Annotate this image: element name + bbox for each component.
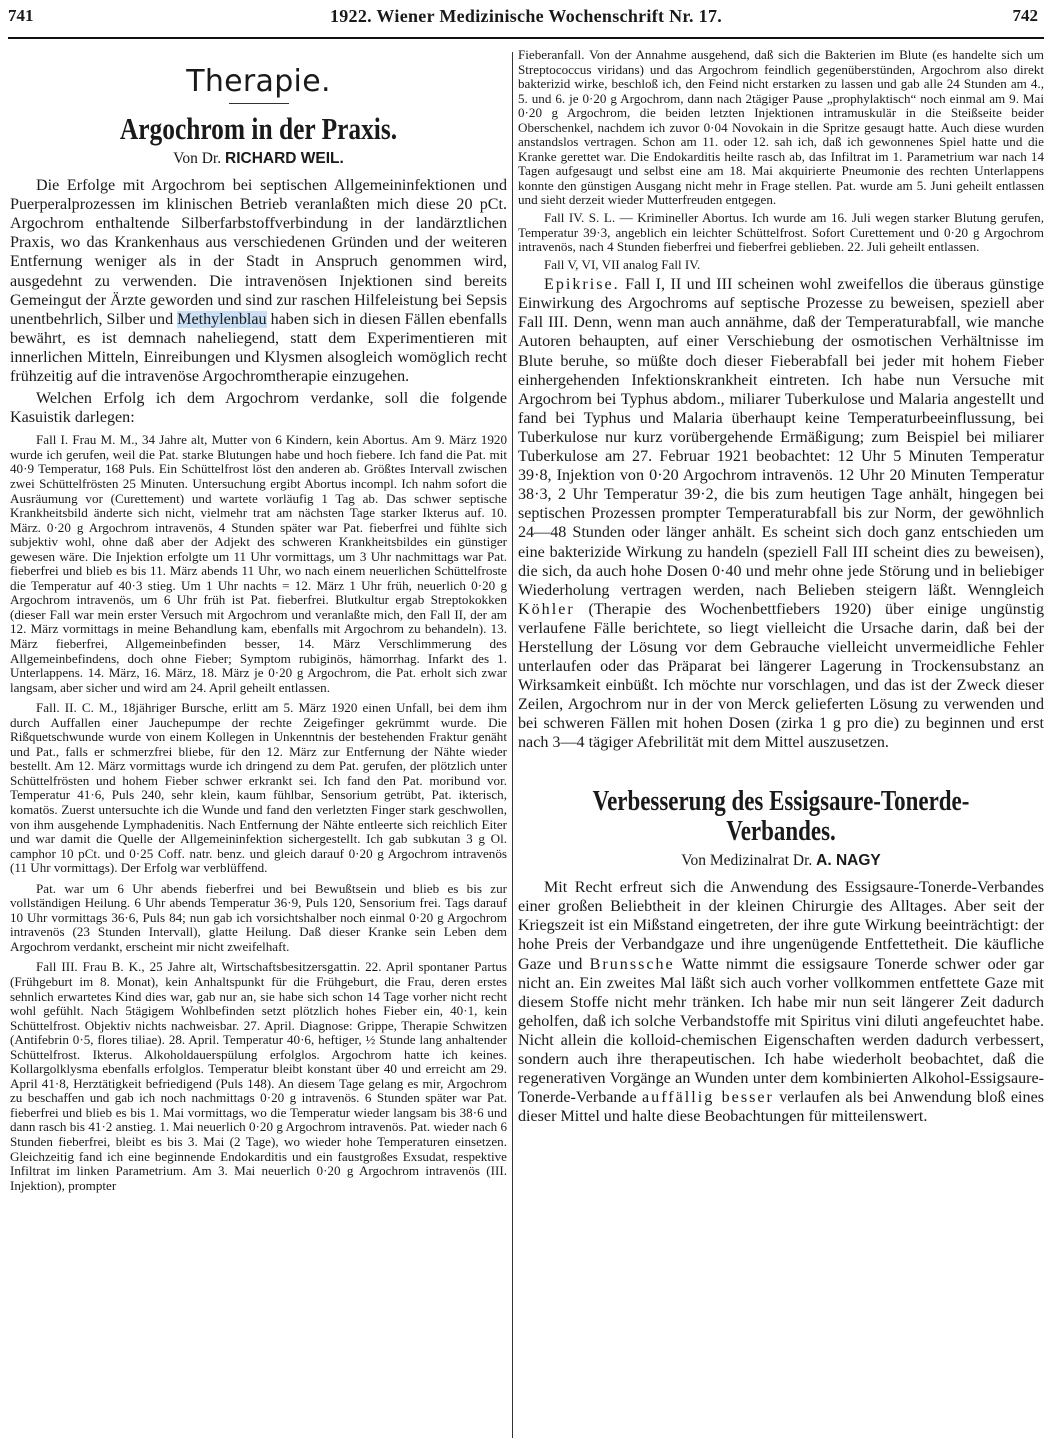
article-title: Argochrom in der Praxis.	[119, 111, 398, 146]
section-rule	[229, 103, 289, 104]
case-3: Fall III. Frau B. K., 25 Jahre alt, Wirtschaftsbesitzersgattin. 22. April spontaner Partus (Frühgeburt im 8. Monat), kein Anhaltspunkt für die Frühgeburt, die Frau, deren erstes sehnlich erwartetes Kind dies war, gab nur an, sie habe sich schon 14 Tage vorher nicht recht wohl gefühlt. Nach 5tägigem Wohlbefinden setzt plötzlich hohes Fieber ein, 40·1, kein Schüttelfrost. Objektiv nichts nachweisbar. 27. April. Diagnose: Grippe, Therapie Schwitzen (Antifebrin 0·5, flores tiliae). 28. April. Temperatur 40·6, heftiger, ½ Stunde lang anhaltender Schüttelfrost. Ikterus. Alkoholdauerspülung erfolglos. Argochrom hatte ich keines. Kollargolklysma ebenfalls erfolglos. Temperatur bleibt konstant über 40 und erreicht am 29. April 41·8, Herztätigkeit befriedigend (Puls 148). An diesem Tage gelang es mir, Argochrom zu beschaffen und gab ich noch nachmittags 0·20 g intravenös. 6 Stunden später war Pat. fieberfrei und blieb es bis 1. Mai vormittags, wo die Temperatur wieder langsam bis 38·6 und dann rasch bis 41·2 anstieg. 1. Mai neuerlich 0·20 g Argochrom intravenös. Pat. wieder nach 6 Stunden fieberfrei, bleibt es bis 3. Mai (2 Tage), wo wieder hohe Temperaturen einsetzen. Gleichzeitig fand ich eine beginnende Endokarditis und ein faustgroßes Exsudat, respektive Infiltrat im linken Parametrium. Am 3. Mai neuerlich 0·20 g Argochrom intravenös (III. Injektion), prompter	[10, 959, 507, 1193]
column-divider	[512, 52, 513, 1438]
journal-title: 1922. Wiener Medizinische Wochenschrift Nr. 17.	[329, 6, 723, 26]
second-title-line-2: Verbandes.	[726, 816, 836, 848]
intro-text-1: Die Erfolge mit Argochrom bei septischen Allgemeininfektionen und Puerperalprozessen im klinischen Betrieb veranlaßten mich diese 20 pCt. Argochrom enthaltende Silberfarbstoffverbindung in der landärztlichen Praxis, wo das Krankenhaus aus verschiedenen Gründen und der weiteren Entfernung weniger als in der Stadt in Anspruch genommen wird, ausgedehnt zu verwenden. Die intravenösen Injektionen sind bereits Gemeingut der Ärzte geworden und sind zur raschen Hilfeleistung bei Sepsis unentbehrlich, Silber und	[10, 177, 507, 328]
byline-prefix: Von Dr.	[173, 150, 222, 168]
nagy-paragraph	[518, 878, 1044, 1126]
nagy-text-2: Watte nimmt die essigsaure Tonerde schwer oder gar nicht an. Ein zweites Mal läßt sich auch vorher vollkommen entfettete Gaze mit diesem Stoffe nicht mehr tränken. Ich habe mir nun seit längerer Zeit dadurch geholfen, daß ich solche Verbandstoffe mit Spiritus vini diluti angefeuchtet habe. Nicht allein die kolloid-chemischen Eigenschaften werden dadurch verbessert, sondern auch ihre therapeutischen. Ich habe wiederholt beobachtet, daß die regenerativen Vorgänge an Wunden unter dem kombinierten Alkohol-Essigsaure-Tonerde-Verbande	[518, 955, 1044, 1107]
page-number-right: 742	[1012, 6, 1038, 25]
nagy-text-3: verlaufen als bei Anwendung bloß eines dieser Mittel und halte diese Beobachtungen für mitteilenswert.	[518, 1089, 1044, 1126]
second-title-line-1: Verbesserung des Essigsaure-Tonerde-	[592, 785, 970, 817]
case-3-continued: Fieberanfall. Von der Annahme ausgehend, daß sich die Bakterien im Blute (es handelte sich um Streptococcus viridans) und das Argochrom feindlich gegenüberstünden, Argochrom also direkt bakterizid wirke, beschloß ich, den Feind nicht erstarken zu lassen und gab alle 24 Stunden am 4., 5. und 6. je 0·20 g Argochrom, dann nach 2tägiger Pause „prophylaktisch“ noch einmal am 9. Mai 0·20 g Argochrom, die beiden letzten Injektionen intramuskulär in die Steißseite beider Oberschenkel, nachdem ich zuvor 0·04 Novokain in die Spritze gesaugt hatte. Auch diese wurden anstandslos vertragen. Schon am 11. oder 12. sah ich, daß ich gewonnenes Spiel hatte und die Kranke gerettet war. Die Endokarditis heilte rasch ab, das Infiltrat im 1. Parametrium war nach 14 Tagen aufgesaugt und selbst eine am 18. Mai akquirierte Pneumonie des rechten Unterlappens konnte den günstigen Ausgang nicht mehr in Frage stellen. Pat. wurde am 5. Juni geheilt entlassen und sieht derzeit wieder Mutterfreuden entgegen.	[518, 48, 1044, 208]
epikrise-label: Epikrise.	[544, 276, 620, 294]
epikrise-text-1: Fall I, II und III scheinen wohl zweifellos die überaus günstige Einwirkung des Argochroms auf septische Prozesse zu beweisen, speziell aber Fall III. Denn, wenn man auch annähme, daß der Temperaturabfall, wie manche Autoren behaupten, auf einer Verschiebung der osmotischen Verhältnisse im Blute beruhe, so müßte doch dieser Fieberabfall bei jeder mit hohem Fieber einhergehenden Infektionskrankheit eintreten. Ich habe nun Versuche mit Argochrom bei Typhus abdom., miliarer Tuberkulose und Malaria angestellt und fand bei Typhus und Malaria überhaupt keine Temperaturbeeinflussung, bei Tuberkulose nur kurz vorübergehende Ermäßigung; zum Beispiel bei miliarer Tuberkulose am 27. Februar 1921 beobachtet: 12 Uhr 5 Minuten Temperatur 39·8, Injektion von 0·20 Argochrom intravenös. 12 Uhr 20 Minuten Temperatur 38·3, 2 Uhr Temperatur 39·2, die bis zum heutigen Tage anhält, hingegen bei septischen Prozessen prompter Temperaturabfall bis zur Norm, der gewöhnlich 24—48 Stunden oder länger anhält. Es scheint sich doch ganz entschieden um eine bakterizide Wirkung zu handeln (speziell Fall III scheint dies zu beweisen), die sich, da auch hohe Dosen 0·40 und mehr ohne jede Störung und in beliebiger Wiederholung vertragen werden, nach Belieben steigern läßt. Wenngleich	[518, 276, 1044, 599]
second-article-byline	[518, 852, 1044, 870]
case-4: Fall IV. S. L. — Krimineller Abortus. Ich wurde am 16. Juli wegen starker Blutung gerufen, Temperatur 39·3, angeblich ein leichter Schüttelfrost. Sofort Curettement und 0·20 g Argochrom intravenös, nach 4 Stunden fieberfrei und fieberfrei geblieben. 22. Juli geheilt entlassen.	[518, 210, 1044, 255]
byline2-prefix: Von Medizinalrat Dr.	[681, 852, 813, 870]
epikrise-paragraph	[518, 275, 1044, 752]
author-reference: Köhler	[518, 600, 575, 618]
right-column	[518, 48, 1044, 1438]
running-header	[8, 4, 1044, 30]
article-byline	[10, 150, 507, 168]
nagy-text-1: Mit Recht erfreut sich die Anwendung des Essigsaure-Tonerde-Verbandes einer großen Beliebtheit in der kleinen Chirurgie des Alltages. Aber seit der Kriegszeit ist ein Mißstand eingetreten, der ihre gute Wirkung beeinträchtigt: der hohe Preis der Verbandgaze und ihre ungenügende Entfettetheit. Die käufliche Gaze und	[518, 879, 1044, 973]
intro-text-2: haben sich in diesen Fällen ebenfalls bewährt, es ist demnach naheliegend, statt dem Experimentieren mit innerlichen Mitteln, Einreibungen und Klysmen alsogleich womöglich recht frühzeitig auf die intravenöse Argochromtherapie einzugehen.	[10, 310, 507, 386]
kasuistik-intro: Welchen Erfolg ich dem Argochrom verdanke, soll die folgende Kasuistik darlegen:	[10, 390, 507, 427]
case-2: Fall. II. C. M., 18jähriger Bursche, erlitt am 5. März 1920 einen Unfall, bei dem ihm durch Auffallen einer Jauchepumpe der rechte Zeigefinger gekrümmt wurde. Die Rißquetschwunde wurde von einem Kollegen in Unkenntnis der bestehenden Fraktur genäht und Pat., falls er schmerzfrei bliebe, für den 12. März zur Entfernung der Nähte wieder bestellt. Am 12. März vormittags wurde ich dringend zu dem Pat. gerufen, der plötzlich unter Schüttelfrösten und hohem Fieber schwer erkrankt sei. Ich fand den Pat. moribund vor. Temperatur 41·6, Puls 240, sehr klein, kaum fühlbar, Sensorium getrübt, Pat. ikterisch, komatös. Zuerst untersuchte ich die Wunde und fand den verletzten Finger stark geschwollen, von ihm ausgehende Lymphadenitis. Nach Entfernung der Nähte entleerte sich reichlich Eiter und war damit die Quelle der Allgemeininfektion sichergestellt. Ich gab subkutan 3 g Ol. camphor 10 pCt. und 0·25 Coff. natr. benz. und gleich darauf 0·20 g Argochrom intravenös (11 Uhr vormittags). Der Erfolg war verblüffend.	[10, 700, 507, 876]
header-rule	[8, 37, 1044, 39]
emphasis-text: auffällig besser	[642, 1089, 774, 1107]
highlighted-word[interactable]: Methylenblau	[177, 310, 267, 328]
case-2-continued: Pat. war um 6 Uhr abends fieberfrei und bei Bewußtsein und blieb es bis zur vollständigen Heilung. 6 Uhr abends Temperatur 36·9, Puls 120, Sensorium frei. Tags darauf 10 Uhr vormittags 36·6, Puls 84; nun gab ich vorsichtshalber noch einmal 0·20 g Argochrom intravenös (23 Stunden Intervall), glatte Heilung. Daß dieser Kranke sein Leben dem Argochrom verdankt, erscheint mir nicht zweifelhaft.	[10, 880, 507, 954]
author2-name: A. NAGY	[816, 852, 881, 870]
bruns-reference: Brunssche	[589, 955, 675, 973]
case-1: Fall I. Frau M. M., 34 Jahre alt, Mutter von 6 Kindern, kein Abortus. Am 9. März 1920 wurde ich gerufen, weil die Pat. starke Blutungen habe und hoch fiebere. Ich fand die Pat. mit 40·9 Temperatur, 168 Puls. Ein Schüttelfrost löst den anderen ab. Größtes Intervall zwischen zwei Schüttelfrösten 25 Minuten. Untersuchung ergibt Abortus incompl. Ich nahm sofort die Ausräumung vor (Curettement) und wartete vorläufig 1 Tag ab. Das schwer septische Krankheitsbild änderte sich nicht, vielmehr trat am nächsten Tage starker Ikterus auf. 10. März. 0·20 g Argochrom intravenös, 4 Stunden später war Pat. fieberfrei und fühlte sich subjektiv wohl, ohne daß aber der Adjekt des schweren Krankheitsbildes ein günstiger gewesen wäre. Die Injektion erfolgte um 11 Uhr vormittags, um 3 Uhr nachmittags war Pat. fieberfrei und blieb es bis 11. März abends 11 Uhr, wo nach einem neuerlichen Schüttelfroste die Temperatur auf 40·3 stieg. Um 1 Uhr nachts = 12. März 1 Uhr früh, neuerlich 0·20 g Argochrom intravenös, um 6 Uhr früh ist Pat. fieberfrei. Blutkultur ergab Streptokokken (dieser Fall war mein erster Versuch mit Argochrom und veranlaßte mich, den Fall II, der am 12. März vormittags in meine Behandlung kam, ebenfalls mit Argochrom zu behandeln). 13. März fieberfrei, Allgemeinbefinden besser, 14. März Verschlimmerung des Allgemeinbefindens, doch ohne Fieber; Symptom rubiginös, hämorrhag. Infarkt des 1. Unterlappens. 14. März, 16. März, 18. März je 0·20 g Argochrom, die Pat. erholt sich zwar langsam, aber sicher und wird am 24. April geheilt entlassen.	[10, 432, 507, 695]
intro-paragraph	[10, 176, 507, 386]
cases-5-7: Fall V, VI, VII analog Fall IV.	[544, 256, 701, 272]
epikrise-text-2: (Therapie des Wochenbettfiebers 1920) über einige ungünstig verlaufene Fälle berichtete, so liegt vielleicht die Ursache darin, daß bei der Herstellung der Lösung vor dem Gebrauche vielleicht unvermeidliche Fehler unterlaufen oder das Präparat bei längerer Lagerung in Trockensubstanz an Wirksamkeit einbüßt. Ich möchte nur vorschlagen, und das ist der Zweck dieser Zeilen, Argochrom nur in der von Merck gelieferten Lösung zu verwenden und bei schweren Fällen mit hohen Dosen (zirka 1 g pro die) zu beginnen und erst nach 3—4 tägiger Afebrilität mit dem Mittel auszusetzen.	[518, 600, 1044, 752]
author-name: RICHARD WEIL.	[225, 150, 344, 168]
page-number-left: 741	[8, 6, 34, 25]
second-article-title	[565, 787, 996, 849]
left-column	[10, 48, 507, 1438]
section-heading: Therapie.	[186, 64, 331, 99]
